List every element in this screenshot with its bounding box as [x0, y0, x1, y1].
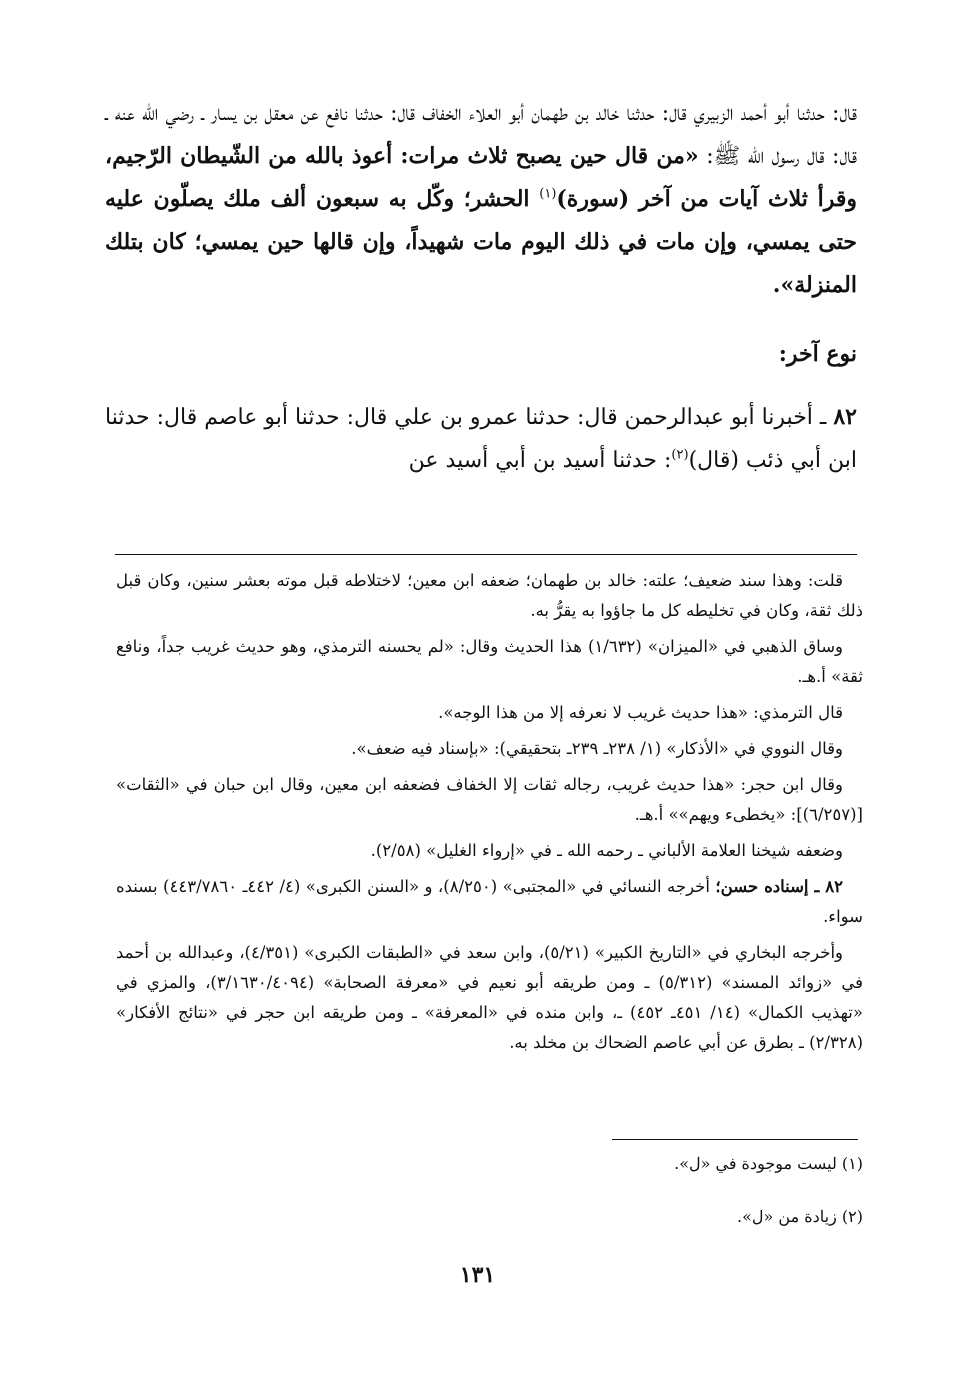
footnote-2: (٢) زيادة من «ل».: [737, 1207, 863, 1226]
footnotes-divider: [612, 1139, 858, 1140]
footnote-ref-2[interactable]: (٢): [671, 447, 689, 463]
note-line: قال الترمذي: «هذا حديث غريب لا نعرفه إلا من هذا الوجه».: [438, 703, 843, 722]
note-line: وساق الذهبي في «الميزان» (١/٦٣٢) هذا الحديث وقال: «لم يحسنه الترمذي، وهو حديث غريب جداً، ونافع ثقة» أ.هـ.: [116, 637, 863, 686]
note-line: وضعفه شيخنا العلامة الألباني ـ رحمه الله ـ في «إرواء الغليل» (٢/٥٨).: [370, 841, 843, 860]
matn-text-continued: الحشر؛ وكّل به سبعون ألف ملك يصلّون عليه حتى يمسي، وإن مات في ذلك اليوم مات شهيداً، وإن قالها حين يمسي؛ كان بتلك المنزلة».: [105, 186, 857, 298]
note-line: قلت: وهذا سند ضعيف؛ علته: خالد بن طهمان؛ ضعفه ابن معين؛ لاختلاطه قبل موته بعشر سنين، وكان قبل ذلك ثقة، وكان في تخليطه كل ما جاؤوا به يقرُّ به.: [116, 571, 863, 620]
commentary-notes: [116, 566, 863, 1064]
main-text: [105, 92, 857, 482]
note-text: أخرجه النسائي في «المجتبى» (٨/٢٥٠)، و «السنن الكبرى» (٤/ ٤٤٢ـ ٤٤٣/٧٨٦٠) بسنده سواء.: [116, 877, 863, 926]
hadith-82-text-continued: : حدثنا أسيد بن أبي أسيد عن: [408, 448, 672, 473]
matn-text: «من قال حين يصبح ثلاث مرات: أعوذ بالله من الشّيطان الرّجيم، وقرأ ثلاث آيات من آخر (سورة): [105, 143, 858, 212]
note-line: وقال النووي في «الأذكار» (١/ ٢٣٨ـ ٢٣٩ـ بتحقيقي): «بإسناد فيه ضعف».: [351, 739, 843, 758]
hadith-paragraph: [105, 92, 857, 307]
notes-divider: [115, 554, 857, 555]
hadith-82-paragraph: [105, 396, 857, 482]
page-number: ١٣١: [459, 1262, 496, 1288]
footnote-1: (١) ليست موجودة في «ل».: [674, 1154, 863, 1173]
note-line: وأخرجه البخاري في «التاريخ الكبير» (٥/٢١)، وابن سعد في «الطبقات الكبرى» (٤/٣٥١)، وعبدالله بن أحمد في «زوائد المسند» (٥/٣١٢) ـ ومن طريقه أبو نعيم في «معرفة الصحابة» (٣/١٦٣٠/٤٠٩٤)، والمزي في «تهذيب الكمال» (١٤/ ٤٥١ـ ٤٥٢) ـ، وابن منده في «المعرفة» ـ ومن طريقه ابن حجر في «نتائج الأفكار» (٢/٣٢٨) ـ بطرق عن أبي عاصم الضحاك بن مخلد به.: [116, 943, 863, 1052]
isnad-text: قال: حدثنا أبو أحمد الزبيري قال: حدثنا خالد بن طهمان أبو العلاء الخفاف قال: حدثنا نافع عن معقل بن يسار ـ رضي الله عنه ـ قال: قال رسول الله ﷺ:: [105, 101, 857, 169]
note-grade: ٨٢ ـ إسناده حسن؛: [715, 877, 843, 896]
hadith-82-text: ـ أخبرنا أبو عبدالرحمن قال: حدثنا عمرو بن علي قال: حدثنا أبو عاصم قال: حدثنا ابن أبي ذئب (قال): [105, 405, 857, 473]
section-heading: نوع آخر:: [778, 341, 857, 367]
footnote-ref-1[interactable]: (١): [539, 186, 557, 202]
note-line: وقال ابن حجر: «هذا حديث غريب، رجاله ثقات إلا الخفاف فضعفه ابن معين، وقال ابن حبان في «الثقات» [(٦/٢٥٧)]: «يخطىء ويهم»» أ.هـ.: [116, 775, 863, 824]
hadith-number: ٨٢: [833, 404, 857, 430]
note-line: [116, 872, 863, 932]
